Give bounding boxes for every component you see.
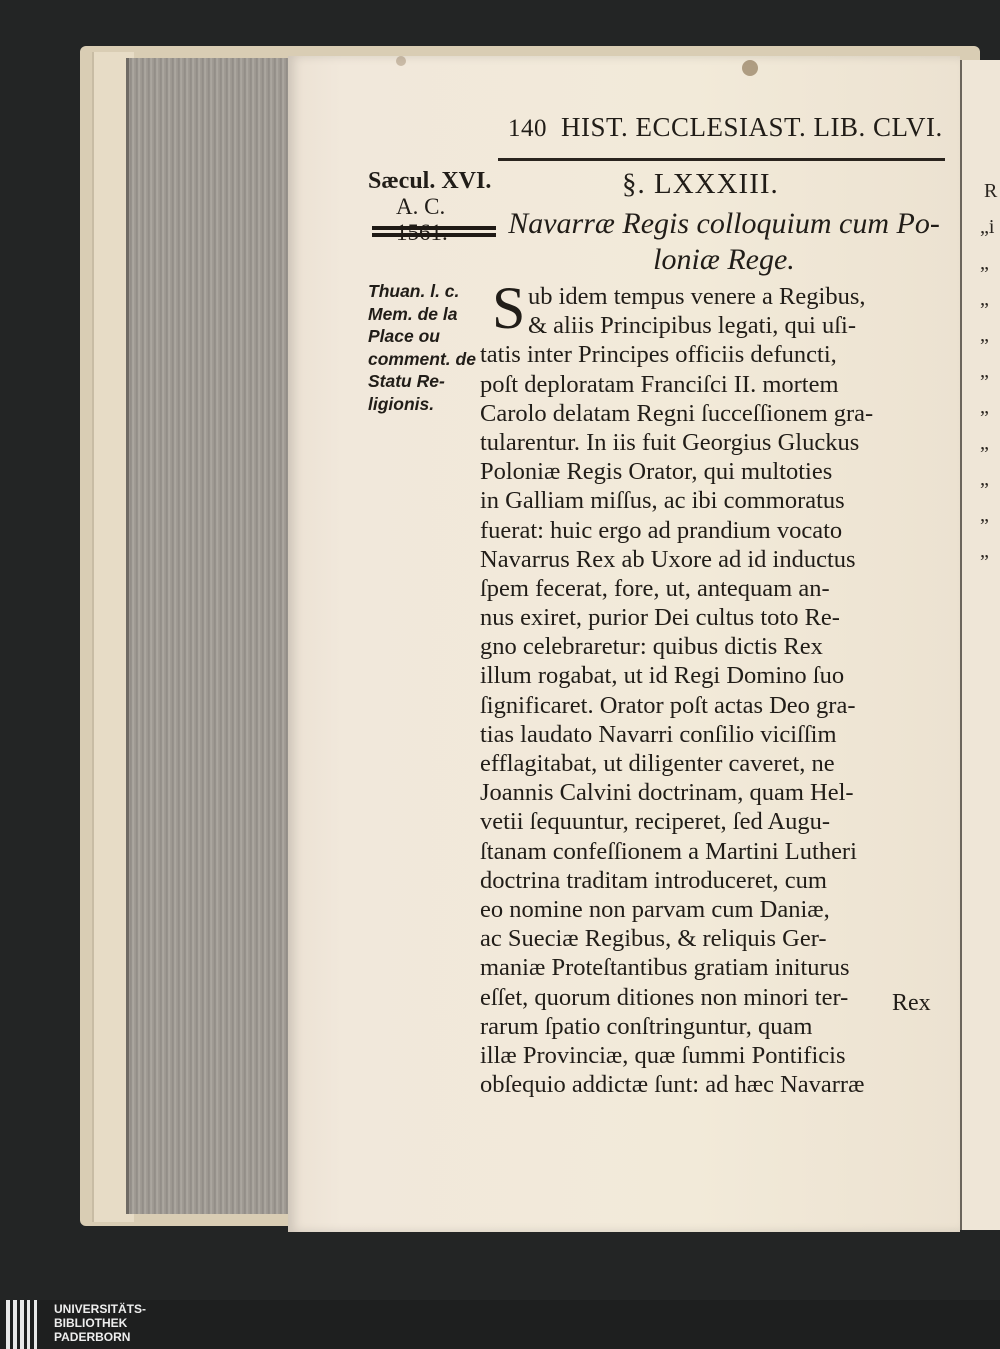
body-text xyxy=(480,282,948,1099)
margin-reference-note: Thuan. l. c. Mem. de la Place ou comment. de Statu Re- ligionis. xyxy=(368,281,476,414)
page-block-edge xyxy=(126,58,297,1214)
facing-page-glyph: „i xyxy=(980,216,995,238)
text-line: efflagitabat, ut diligenter caveret, ne xyxy=(480,750,835,777)
facing-page-glyph: „ xyxy=(980,432,989,454)
text-line: tatis inter Principes officiis defuncti, xyxy=(480,341,837,369)
header-rule xyxy=(498,158,945,161)
text-line: nus exiret, purior Dei cultus toto Re- xyxy=(480,604,840,632)
facing-page-glyph: „ xyxy=(980,504,989,526)
text-line: eſſet, quorum ditiones non minori ter- xyxy=(480,983,849,1011)
text-line: tias laudato Navarri conſilio viciſſim xyxy=(480,720,837,748)
text-line: & aliis Principibus legati, qui uſi- xyxy=(528,312,856,340)
facing-page-glyph: R xyxy=(984,180,998,202)
section-title-line: Navarræ Regis colloquium cum Po- xyxy=(508,207,940,240)
facing-page-glyph: „ xyxy=(980,252,989,274)
text-line: ac Sueciæ Regibus, & reliquis Ger- xyxy=(480,925,827,953)
text-line: gno celebraretur: quibus dictis Rex xyxy=(480,633,823,661)
century-label: Sæcul. XVI. xyxy=(368,168,492,194)
text-line: eo nomine non parvam cum Daniæ, xyxy=(480,895,830,923)
ink-stain xyxy=(396,56,406,66)
library-name: UNIVERSITÄTS- BIBLIOTHEK PADERBORN xyxy=(54,1302,147,1344)
facing-page-glyph: „ xyxy=(980,288,989,310)
text-line: vetii ſequuntur, reciperet, ſed Augu- xyxy=(480,808,831,836)
text-line: fuerat: huic ergo ad prandium vocato xyxy=(480,516,843,544)
text-line: Carolo delatam Regni ſucceſſionem gra- xyxy=(480,399,874,427)
footer-bar xyxy=(0,1300,1000,1349)
facing-page-edge xyxy=(960,60,1000,1230)
text-line: rarum ſpatio conſtringuntur, quam xyxy=(480,1012,813,1040)
text-line: ſtanam confeſſionem a Martini Lutheri xyxy=(480,837,857,865)
year-label: A. C. xyxy=(396,194,446,219)
text-line: illum rogabat, ut id Regi Domino ſuo xyxy=(480,662,845,690)
text-line: Navarrus Rex ab Uxore ad id inductus xyxy=(480,545,856,573)
ink-stain xyxy=(742,60,758,76)
text-line: ſignificaret. Orator poſt actas Deo gra- xyxy=(480,691,856,719)
facing-page-glyph: „ xyxy=(980,360,989,382)
section-title-line: loniæ Rege. xyxy=(653,243,795,276)
text-line: maniæ Proteſtantibus gratiam initurus xyxy=(480,954,850,982)
facing-page-glyph: „ xyxy=(980,324,989,346)
running-title: HIST. ECCLESIAST. LIB. CLVI. xyxy=(561,112,943,142)
section-number: §. LXXXIII. xyxy=(622,168,779,200)
page-number: 140 xyxy=(508,115,547,142)
text-line: tularentur. In iis fuit Georgius Gluckus xyxy=(480,428,860,456)
text-line: doctrina traditam introduceret, cum xyxy=(480,866,827,894)
margin-rule xyxy=(372,226,496,230)
drop-cap: S xyxy=(492,275,526,341)
catchword: Rex xyxy=(892,990,931,1016)
text-line: obſequio addictæ ſunt: ad hæc Navarræ xyxy=(480,1071,865,1099)
text-line: in Galliam miſſus, ac ibi commoratus xyxy=(480,487,845,515)
text-line: illæ Provinciæ, quæ ſummi Pontificis xyxy=(480,1041,846,1069)
text-line: poſt deploratam Franciſci II. mortem xyxy=(480,370,839,398)
text-line: ub idem tempus venere a Regibus, xyxy=(528,283,866,310)
facing-page-glyph: „ xyxy=(980,540,989,562)
margin-rule xyxy=(372,233,496,237)
facing-page-glyph: „ xyxy=(980,468,989,490)
text-line: Poloniæ Regis Orator, qui multoties xyxy=(480,458,833,486)
text-line: ſpem fecerat, fore, ut, antequam an- xyxy=(480,574,830,602)
running-header xyxy=(508,112,948,156)
library-logo-icon xyxy=(6,1300,44,1349)
text-line: Joannis Calvini doctrinam, quam Hel- xyxy=(480,779,854,807)
section-title xyxy=(500,206,948,278)
facing-page-glyph: „ xyxy=(980,396,989,418)
